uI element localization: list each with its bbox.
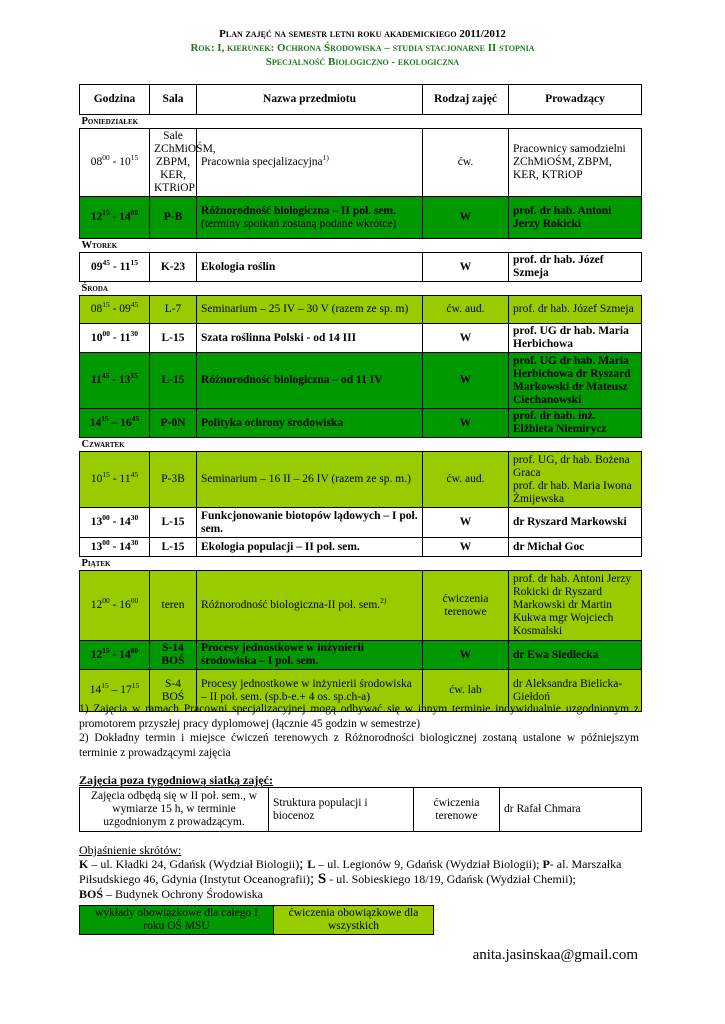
time-cell: $08^{00} - 10^{15}$	[80, 129, 150, 197]
extra-when-cell: Zajęcia odbędą się w II poł. sem., w wymiarze 15 h, w terminie uzgodnionym z prowadzącym.	[80, 788, 269, 832]
table-row	[80, 353, 642, 409]
extra-teacher-cell: dr Rafał Chmara	[500, 788, 642, 832]
teacher-cell: dr Ryszard Markowski	[509, 508, 642, 538]
time-cell: $13^{00} - 14^{30}$	[80, 538, 150, 557]
table-row	[80, 253, 642, 282]
time-cell: $12^{15} - 14^{00}$	[80, 641, 150, 670]
teacher-cell: Pracownicy samodzielni ZChMiOŚM, ZBPM, KER, KTRiOP	[509, 129, 642, 197]
subject-cell: Funkcjonowanie biotopów lądowych – I poł. sem.	[197, 508, 423, 538]
time-cell: $10^{15} - 11^{45}$	[80, 452, 150, 508]
col-nazwa: Nazwa przedmiotu	[197, 85, 423, 115]
table-row	[80, 538, 642, 557]
room-cell: L-15	[150, 538, 197, 557]
table-row	[80, 296, 642, 324]
plan-title: Plan zajęć na semestr letni roku akademickiego 2011/2012	[219, 28, 506, 40]
col-prowadzacy: Prowadzący	[509, 85, 642, 115]
room-cell: P-3B	[150, 452, 197, 508]
subject-cell: Pracownia specjalizacyjna$^{1)}$	[197, 129, 423, 197]
type-cell: W	[423, 353, 509, 409]
time-cell: $14^{15} - 17^{15}$	[80, 670, 150, 712]
subject-cell: Procesy jednostkowe w inżynierii środowiska – I poł. sem.	[197, 641, 423, 670]
subject-cell: Szata roślinna Polski - od 14 III	[197, 324, 423, 353]
col-rodzaj: Rodzaj zajęć	[423, 85, 509, 115]
teacher-cell: prof. UG, dr hab. Bożena Graca prof. dr hab. Maria Iwona Żmijewska	[509, 452, 642, 508]
table-row	[80, 641, 642, 670]
footnotes	[79, 702, 639, 760]
time-cell: $14^{15} - 16^{45}$	[80, 409, 150, 438]
table-row	[80, 197, 642, 239]
footnote-2: 2) Dokładny termin i miejsce ćwiczeń terenowych z Różnorodności biologicznej zostaną ustalone w późniejszym terminie z prowadzącymi zajęcia	[79, 732, 639, 759]
type-cell: ćw. aud.	[423, 296, 509, 324]
type-cell: ćwiczenia terenowe	[423, 571, 509, 641]
day-row-thursday: Czwartek	[80, 438, 642, 452]
teacher-cell: prof. dr hab. inż. Elżbieta Niemirycz	[509, 409, 642, 438]
time-cell: $11^{45} - 13^{15}$	[80, 353, 150, 409]
specialization-subtitle: Specjalność Biologiczno - ekologiczna	[265, 56, 460, 68]
type-cell: W	[423, 641, 509, 670]
contact-email: anita.jasinskaa@gmail.com	[472, 947, 638, 963]
extra-classes-table	[79, 787, 642, 832]
table-header-row	[80, 85, 642, 115]
type-cell: W	[423, 409, 509, 438]
day-row-friday: Piątek	[80, 557, 642, 571]
subject-cell: Seminarium – 16 II – 26 IV (razem ze sp. m.)	[197, 452, 423, 508]
room-cell: L-15	[150, 353, 197, 409]
room-cell: Sale ZChMiOŚM, ZBPM, KER, KTRiOP	[150, 129, 197, 197]
teacher-cell: dr Ewa Siedlecka	[509, 641, 642, 670]
subject-cell: Różnorodność biologiczna – II poł. sem. (terminy spotkań zostaną podane wkrótce)	[197, 197, 423, 239]
teacher-cell: prof. dr hab. Antoni Jerzy Rokicki	[509, 197, 642, 239]
legend-exercises: ćwiczenia obowiązkowe dla wszystkich	[274, 906, 434, 935]
type-cell: W	[423, 508, 509, 538]
table-row	[80, 571, 642, 641]
room-cell: teren	[150, 571, 197, 641]
teacher-cell: dr Michał Goc	[509, 538, 642, 557]
schedule-table	[79, 84, 642, 712]
teacher-cell: prof. dr hab. Antoni Jerzy Rokicki dr Ryszard Markowski dr Martin Kukwa mgr Wojciech Kosmalski	[509, 571, 642, 641]
color-legend	[79, 905, 434, 935]
table-row	[80, 906, 434, 935]
time-cell: $08^{15} - 09^{45}$	[80, 296, 150, 324]
time-cell: $12^{00} - 16^{00}$	[80, 571, 150, 641]
time-cell: $12^{15} - 14^{00}$	[80, 197, 150, 239]
table-row	[80, 129, 642, 197]
type-cell: ćw. aud.	[423, 452, 509, 508]
extra-subject-cell: Struktura populacji i biocenoz	[269, 788, 414, 832]
type-cell: ćw.	[423, 129, 509, 197]
day-row-monday: Poniedziałek	[80, 115, 642, 129]
subject-cell: Seminarium – 25 IV – 30 V (razem ze sp. m)	[197, 296, 423, 324]
room-cell: L-15	[150, 508, 197, 538]
room-cell: P-B	[150, 197, 197, 239]
extra-type-cell: ćwiczenia terenowe	[414, 788, 500, 832]
subject-cell: Różnorodność biologiczna – od 11 IV	[197, 353, 423, 409]
teacher-cell: prof. UG dr hab. Maria Herbichowa dr Ryszard Markowski dr Mateusz Ciechanowski	[509, 353, 642, 409]
room-cell: K-23	[150, 253, 197, 282]
teacher-cell: prof. dr hab. Józef Szmeja	[509, 253, 642, 282]
program-subtitle: Rok: I, kierunek: Ochrona Środowiska – studia stacjonarne II stopnia	[190, 42, 535, 54]
teacher-cell: dr Aleksandra Bielicka-Giełdoń	[509, 670, 642, 712]
room-cell: S-14 BOŚ	[150, 641, 197, 670]
table-row	[80, 508, 642, 538]
type-cell: W	[423, 253, 509, 282]
room-cell: L-15	[150, 324, 197, 353]
subject-cell: Procesy jednostkowe w inżynierii środowiska – II poł. sem. (sp.b-e.+ 4 os. sp.ch-a)	[197, 670, 423, 712]
type-cell: W	[423, 197, 509, 239]
day-row-tuesday: Wtorek	[80, 239, 642, 253]
footnote-1: 1) Zajęcia w ramach Pracowni specjalizacyjnej mogą odbywać się w innym terminie indywidualnie uzgodnionym z promotorem przyszłej pracy dyplomowej (łącznie 45 godzin w semestrze)	[79, 703, 639, 730]
abbreviations-text: K – ul. Kładki 24, Gdańsk (Wydział Biologii); L – ul. Legionów 9, Gdańsk (Wydział Biologii); P- al. Marszałka Piłsudskiego 46, Gdynia (Instytut Oceanografii); S - ul. Sobieskiego 18/19, Gdańsk (Wydział Chemii); BOŚ – Budynek Ochrony Środowiska	[79, 856, 622, 901]
type-cell: W	[423, 324, 509, 353]
time-cell: $09^{45} - 11^{15}$	[80, 253, 150, 282]
subject-cell: Ekologia populacji – II poł. sem.	[197, 538, 423, 557]
type-cell: ćw. lab	[423, 670, 509, 712]
abbreviations-title: Objaśnienie skrótów:	[79, 843, 182, 857]
room-cell: L-7	[150, 296, 197, 324]
extra-classes-title: Zajęcia poza tygodniową siatką zajęć:	[79, 773, 273, 787]
table-row	[80, 788, 642, 832]
col-godzina: Godzina	[80, 85, 150, 115]
subject-cell: Ekologia roślin	[197, 253, 423, 282]
time-cell: $10^{00} - 11^{30}$	[80, 324, 150, 353]
time-cell: $13^{00} - 14^{30}$	[80, 508, 150, 538]
type-cell: W	[423, 538, 509, 557]
table-row	[80, 452, 642, 508]
room-cell: S-4 BOŚ	[150, 670, 197, 712]
table-row	[80, 409, 642, 438]
teacher-cell: prof. dr hab. Józef Szmeja	[509, 296, 642, 324]
teacher-cell: prof. UG dr hab. Maria Herbichowa	[509, 324, 642, 353]
legend-lectures: wykłady obowiązkowe dla całego I roku OŚ MSU	[80, 906, 274, 935]
day-row-wednesday: Środa	[80, 282, 642, 296]
subject-cell: Różnorodność biologiczna-II poł. sem.$^{2)}$	[197, 571, 423, 641]
col-sala: Sala	[150, 85, 197, 115]
table-row	[80, 324, 642, 353]
subject-cell: Polityka ochrony środowiska	[197, 409, 423, 438]
room-cell: P-0N	[150, 409, 197, 438]
